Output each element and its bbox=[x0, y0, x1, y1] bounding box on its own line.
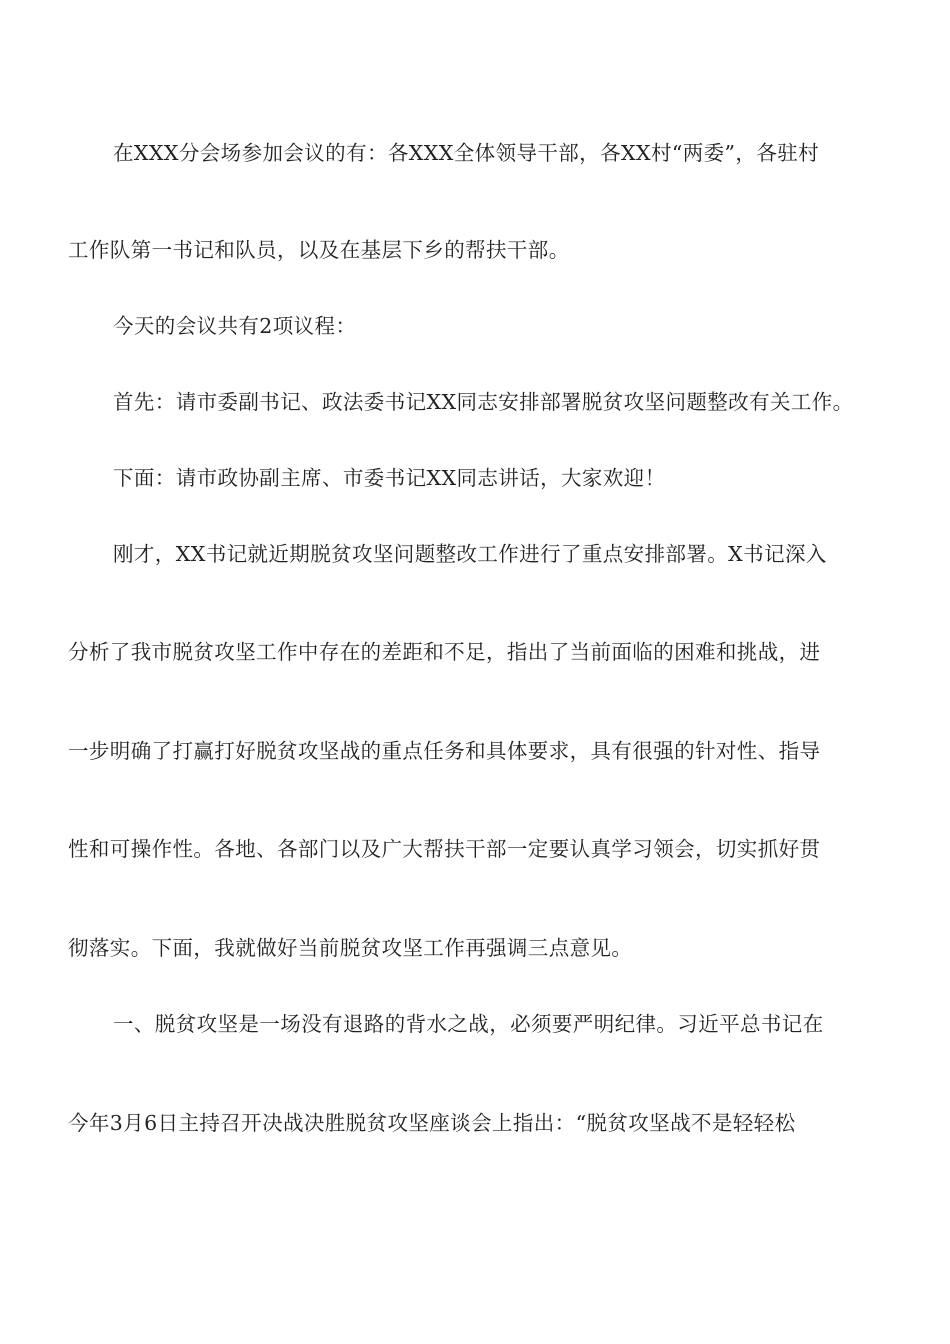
paragraph-next-item: 下面：请市政协副主席、市委书记XX同志讲话，大家欢迎！ bbox=[113, 466, 666, 490]
paragraph-summary-line-5: 彻落实。下面，我就做好当前脱贫攻坚工作再强调三点意见。 bbox=[68, 936, 633, 960]
paragraph-attendees-line-2: 工作队第一书记和队员，以及在基层下乡的帮扶干部。 bbox=[68, 238, 570, 262]
paragraph-point-one-line-1: 一、脱贫攻坚是一场没有退路的背水之战，必须要严明纪律。习近平总书记在 bbox=[113, 1012, 824, 1036]
paragraph-first-item: 首先：请市委副书记、政法委书记XX同志安排部署脱贫攻坚问题整改有关工作。 bbox=[113, 390, 854, 414]
paragraph-summary-line-2: 分析了我市脱贫攻坚工作中存在的差距和不足，指出了当前面临的困难和挑战，进 bbox=[68, 640, 821, 664]
paragraph-summary-line-3: 一步明确了打赢打好脱贫攻坚战的重点任务和具体要求，具有很强的针对性、指导 bbox=[68, 739, 821, 763]
paragraph-summary-line-1: 刚才，XX书记就近期脱贫攻坚问题整改工作进行了重点安排部署。X书记深入 bbox=[113, 542, 827, 566]
paragraph-point-one-line-2: 今年3月6日主持召开决战决胜脱贫攻坚座谈会上指出：“脱贫攻坚战不是轻轻松 bbox=[68, 1111, 796, 1135]
paragraph-agenda: 今天的会议共有2项议程： bbox=[113, 314, 357, 338]
paragraph-attendees-line-1: 在XXX分会场参加会议的有：各XXX全体领导干部，各XX村“两委”，各驻村 bbox=[113, 141, 820, 165]
paragraph-summary-line-4: 性和可操作性。各地、各部门以及广大帮扶干部一定要认真学习领会，切实抓好贯 bbox=[68, 837, 821, 861]
